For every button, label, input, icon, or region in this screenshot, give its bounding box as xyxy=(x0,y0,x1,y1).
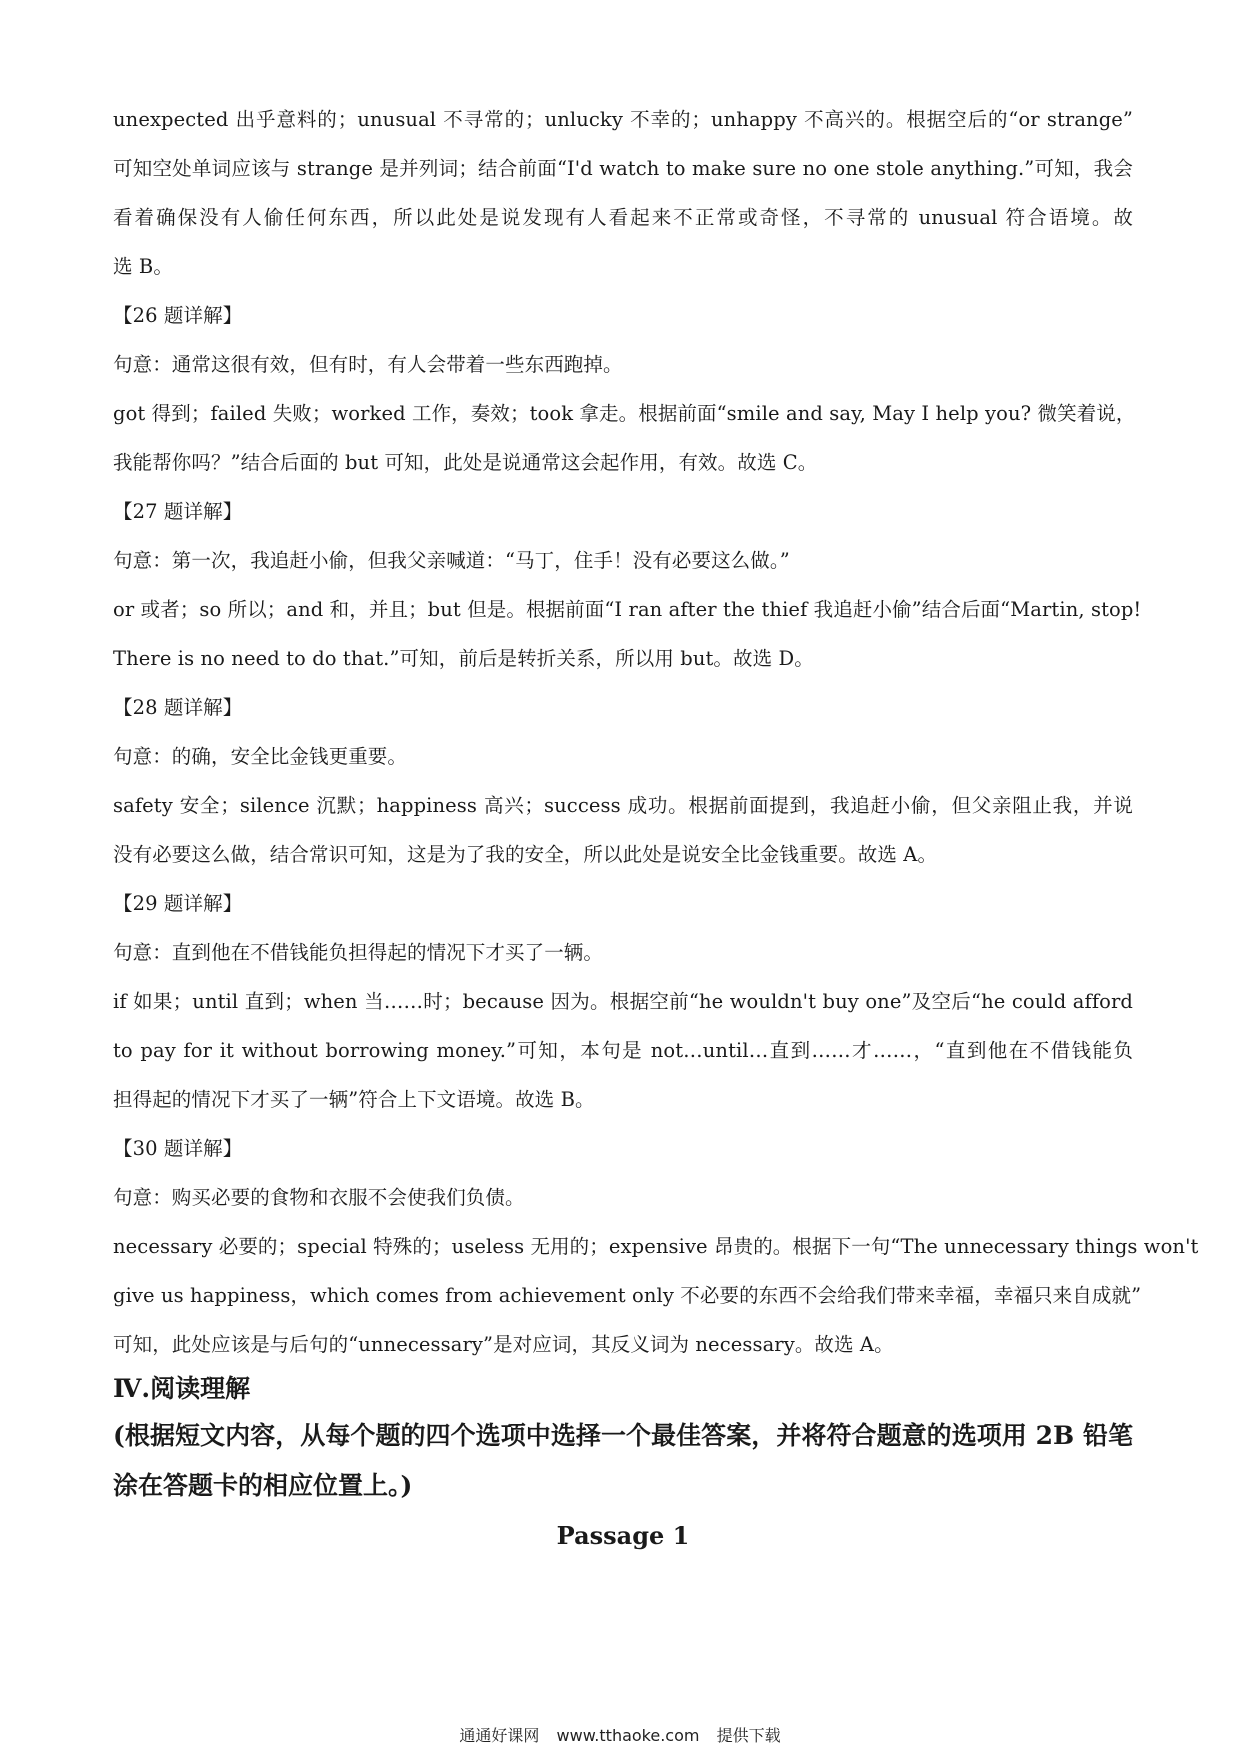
page-footer xyxy=(0,1725,1240,1747)
passage-title: Passage 1 xyxy=(556,1521,690,1550)
answer-text-line: give us happiness，which comes from achievement only 不必要的东西不会给我们带来幸福，幸福只来自成就” xyxy=(113,1284,1142,1307)
answer-text-line: 没有必要这么做，结合常识可知，这是为了我的安全，所以此处是说安全比金钱重要。故选 A。 xyxy=(113,843,938,866)
question-29-heading: 【29 题详解】 xyxy=(113,892,243,915)
section-title: Ⅳ.阅读理解 xyxy=(113,1374,251,1403)
answer-text-line: 担得起的情况下才买了一辆”符合上下文语境。故选 B。 xyxy=(113,1088,595,1111)
answer-text-line: 我能帮你吗？”结合后面的 but 可知，此处是说通常这会起作用，有效。故选 C。 xyxy=(113,451,818,474)
sentence-meaning-line: 句意：购买必要的食物和衣服不会使我们负债。 xyxy=(113,1186,525,1209)
answer-text-line: if 如果；until 直到；when 当……时；because 因为。根据空前“he wouldn't buy one”及空后“he could afford xyxy=(113,990,1133,1013)
answer-text-line: 看着确保没有人偷任何东西，所以此处是说发现有人看起来不正常或奇怪，不寻常的 unusual 符合语境。故 xyxy=(113,206,1133,229)
instruction-line: (根据短文内容，从每个题的四个选项中选择一个最佳答案，并将符合题意的选项用 2B 铅笔 xyxy=(113,1421,1133,1450)
sentence-meaning-line: 句意：第一次，我追赶小偷，但我父亲喊道：“马丁，住手！没有必要这么做。” xyxy=(113,549,790,572)
answer-text-line: to pay for it without borrowing money.”可知，本句是 not…until…直到……才……，“直到他在不借钱能负 xyxy=(113,1039,1133,1062)
answer-text-line: 选 B。 xyxy=(113,255,173,278)
answer-text-line: got 得到；failed 失败；worked 工作，奏效；took 拿走。根据前面“smile and say, May I help you? 微笑着说， xyxy=(113,402,1136,425)
answer-text-line: 可知空处单词应该与 strange 是并列词；结合前面“I'd watch to make sure no one stole anything.”可知，我会 xyxy=(113,157,1133,180)
answer-text-line: 可知，此处应该是与后句的“unnecessary”是对应词，其反义词为 necessary。故选 A。 xyxy=(113,1333,894,1356)
footer-suffix: 提供下载 xyxy=(716,1726,781,1745)
answer-text-line: There is no need to do that.”可知，前后是转折关系，所以用 but。故选 D。 xyxy=(113,647,814,670)
question-28-heading: 【28 题详解】 xyxy=(113,696,243,719)
footer-site-name: 通通好课网 xyxy=(459,1726,540,1745)
question-26-heading: 【26 题详解】 xyxy=(113,304,243,327)
answer-text-line: necessary 必要的；special 特殊的；useless 无用的；expensive 昂贵的。根据下一句“The unnecessary things won't xyxy=(113,1235,1199,1258)
question-27-heading: 【27 题详解】 xyxy=(113,500,243,523)
answer-text-line: safety 安全；silence 沉默；happiness 高兴；success 成功。根据前面提到，我追赶小偷，但父亲阻止我，并说 xyxy=(113,794,1133,817)
instruction-line: 涂在答题卡的相应位置上。) xyxy=(113,1471,413,1500)
sentence-meaning-line: 句意：直到他在不借钱能负担得起的情况下才买了一辆。 xyxy=(113,941,604,964)
sentence-meaning-line: 句意：通常这很有效，但有时，有人会带着一些东西跑掉。 xyxy=(113,353,623,376)
question-30-heading: 【30 题详解】 xyxy=(113,1137,243,1160)
answer-text-line: or 或者；so 所以；and 和，并且；but 但是。根据前面“I ran after the thief 我追赶小偷”结合后面“Martin, stop! xyxy=(113,598,1142,621)
footer-url-link[interactable]: www.tthaoke.com xyxy=(556,1726,700,1745)
answer-text-line: unexpected 出乎意料的；unusual 不寻常的；unlucky 不幸的；unhappy 不高兴的。根据空后的“or strange” xyxy=(113,108,1133,131)
sentence-meaning-line: 句意：的确，安全比金钱更重要。 xyxy=(113,745,408,768)
